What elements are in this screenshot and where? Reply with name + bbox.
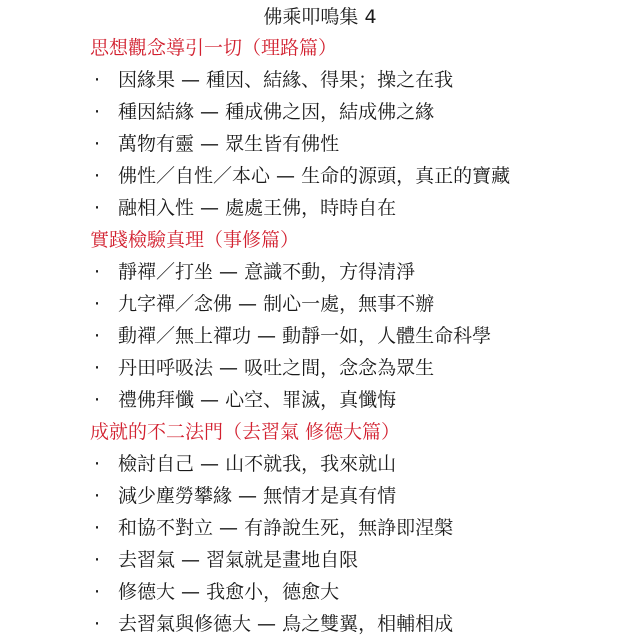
bullet-icon: · (94, 261, 101, 283)
bullet-icon: · (94, 357, 101, 379)
list-item (0, 320, 640, 352)
list-item-text: 減少塵勞攀緣 — 無情才是真有情 (118, 485, 397, 507)
bullet-icon: · (94, 453, 101, 475)
list-item (0, 256, 640, 288)
list-item-text: 因緣果 — 種因、結緣、得果；操之在我 (118, 69, 454, 91)
list-item (0, 64, 640, 96)
bullet-icon: · (94, 517, 101, 539)
bullet-icon: · (94, 581, 101, 603)
list-item (0, 384, 640, 416)
list-item (0, 608, 640, 640)
list-item-text: 佛性／自性／本心 — 生命的源頭，真正的寶藏 (118, 165, 511, 187)
list-item (0, 192, 640, 224)
list-item (0, 544, 640, 576)
bullet-icon: · (94, 485, 101, 507)
list-item (0, 512, 640, 544)
bullet-icon: · (94, 293, 101, 315)
list-item (0, 288, 640, 320)
list-item (0, 128, 640, 160)
list-item-text: 和協不對立 — 有諍說生死，無諍即涅槃 (118, 517, 454, 539)
section-heading: 思想觀念導引一切（理路篇） (90, 37, 338, 59)
bullet-icon: · (94, 69, 101, 91)
bullet-icon: · (94, 613, 101, 635)
list-item (0, 352, 640, 384)
list-item (0, 448, 640, 480)
list-item-text: 禮佛拜懺 — 心空、罪滅，真懺悔 (118, 389, 397, 411)
list-item (0, 480, 640, 512)
list-item-text: 九字禪／念佛 — 制心一處，無事不辦 (118, 293, 435, 315)
bullet-icon: · (94, 101, 101, 123)
list-item (0, 160, 640, 192)
section-heading: 實踐檢驗真理（事修篇） (90, 229, 300, 251)
list-item-text: 去習氣與修德大 — 鳥之雙翼，相輔相成 (118, 613, 454, 635)
list-item-text: 靜禪／打坐 — 意識不動，方得清淨 (118, 261, 416, 283)
section-heading: 成就的不二法門（去習氣 修德大篇） (90, 421, 401, 443)
list-item-text: 修德大 — 我愈小，德愈大 (118, 581, 340, 603)
list-item-text: 檢討自己 — 山不就我，我來就山 (118, 453, 397, 475)
bullet-icon: · (94, 389, 101, 411)
list-item (0, 576, 640, 608)
bullet-icon: · (94, 133, 101, 155)
bullet-icon: · (94, 197, 101, 219)
document-content (0, 32, 640, 640)
bullet-icon: · (94, 165, 101, 187)
bullet-icon: · (94, 325, 101, 347)
list-item (0, 96, 640, 128)
list-item-text: 動禪／無上禪功 — 動靜一如，人體生命科學 (118, 325, 492, 347)
list-item-text: 融相入性 — 處處王佛，時時自在 (118, 197, 397, 219)
document-title: 佛乘叩鳴集 4 (263, 6, 377, 28)
list-item-text: 去習氣 — 習氣就是畫地自限 (118, 549, 359, 571)
list-item-text: 萬物有靈 — 眾生皆有佛性 (118, 133, 340, 155)
bullet-icon: · (94, 549, 101, 571)
list-item-text: 種因結緣 — 種成佛之因，結成佛之緣 (118, 101, 435, 123)
list-item-text: 丹田呼吸法 — 吸吐之間，念念為眾生 (118, 357, 435, 379)
